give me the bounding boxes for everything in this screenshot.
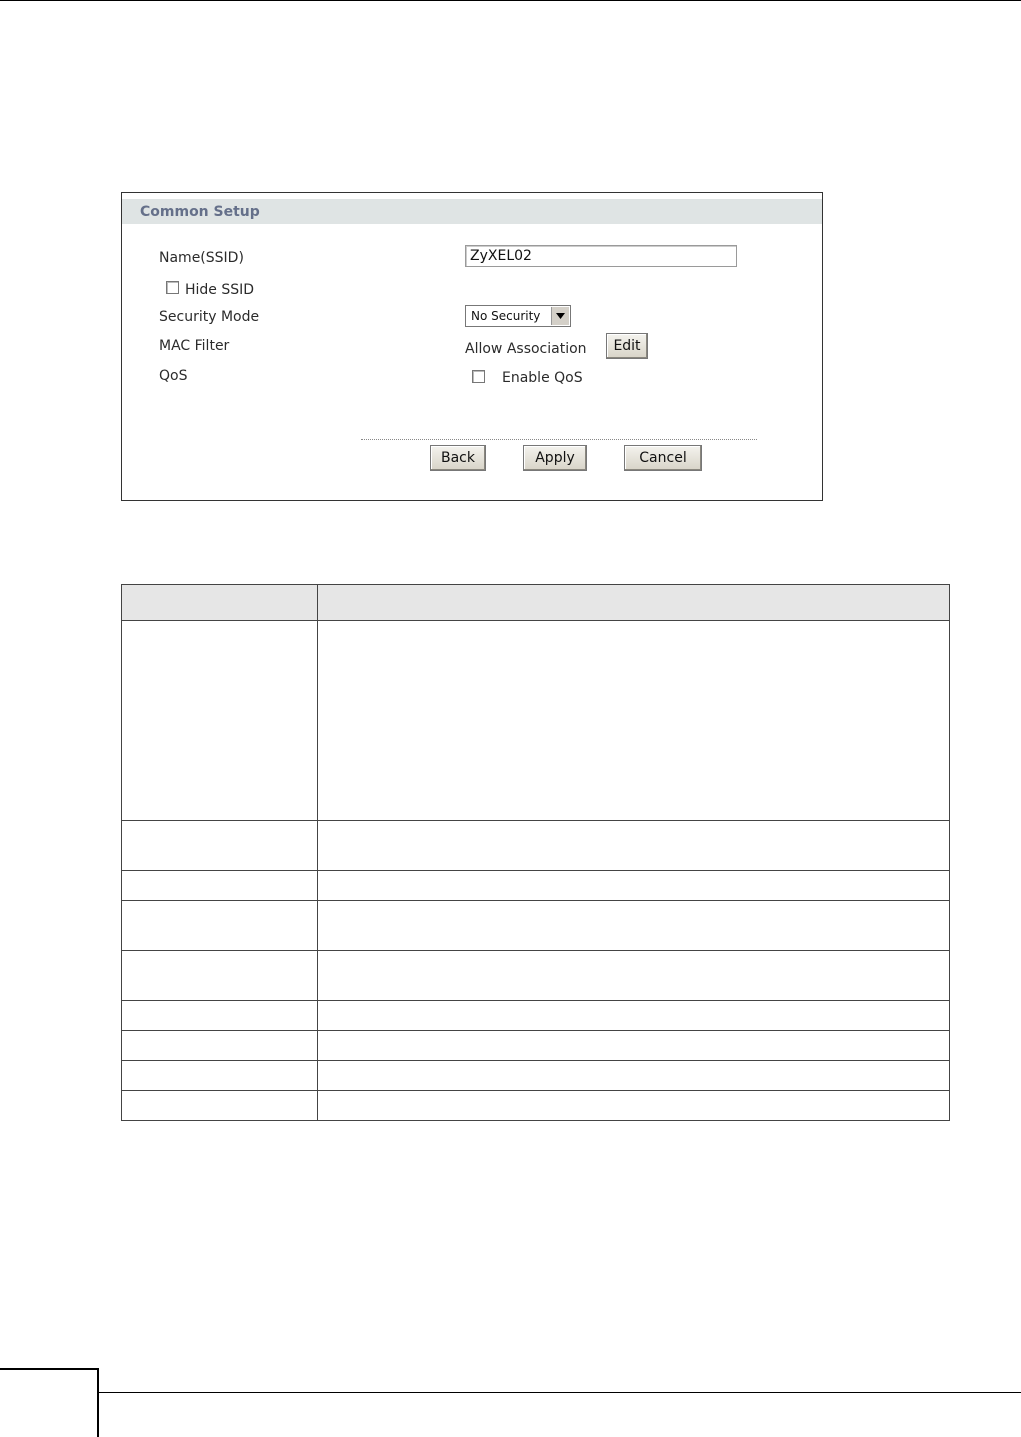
table-cell: [122, 621, 318, 821]
table-cell: [122, 821, 318, 871]
enable-qos-label: Enable QoS: [502, 370, 583, 386]
panel-header: [122, 199, 822, 224]
table-cell: [318, 1031, 950, 1061]
table-cell: [318, 901, 950, 951]
table-cell: [318, 1001, 950, 1031]
table-cell: [318, 1061, 950, 1091]
table-cell: [318, 871, 950, 901]
table-cell: [318, 821, 950, 871]
qos-label: QoS: [159, 368, 188, 384]
ssid-label: Name(SSID): [159, 250, 244, 266]
table-cell: [318, 1091, 950, 1121]
table-header-cell: [318, 585, 950, 621]
divider: [361, 439, 757, 440]
mac-filter-value: Allow Association: [465, 341, 587, 357]
table-cell: [318, 951, 950, 1001]
table-row: [122, 821, 950, 871]
security-mode-label: Security Mode: [159, 309, 260, 325]
table-cell: [122, 1061, 318, 1091]
field-description-table: [121, 584, 950, 1121]
table-cell: [122, 951, 318, 1001]
security-mode-value: No Security: [471, 309, 541, 323]
common-setup-panel: [121, 192, 823, 501]
table-row: [122, 1001, 950, 1031]
ssid-input[interactable]: [465, 245, 737, 267]
table-header-row: [122, 585, 950, 621]
enable-qos-checkbox[interactable]: [472, 370, 485, 383]
edit-button[interactable]: Edit: [606, 333, 648, 359]
cancel-button[interactable]: Cancel: [624, 445, 702, 471]
table-header-cell: [122, 585, 318, 621]
table-row: [122, 901, 950, 951]
table-row: [122, 621, 950, 821]
table-row: [122, 1031, 950, 1061]
footer-rule: [99, 1392, 1021, 1393]
table-cell: [122, 871, 318, 901]
top-rule: [0, 0, 1021, 1]
mac-filter-label: MAC Filter: [159, 338, 230, 354]
table-cell: [122, 901, 318, 951]
chevron-down-icon[interactable]: [551, 307, 569, 325]
back-button[interactable]: Back: [430, 445, 486, 471]
page-number-box: [0, 1368, 99, 1437]
table-cell: [122, 1001, 318, 1031]
apply-button[interactable]: Apply: [523, 445, 587, 471]
hide-ssid-label: Hide SSID: [185, 282, 255, 298]
table-row: [122, 871, 950, 901]
security-mode-select[interactable]: [465, 305, 571, 327]
table-row: [122, 951, 950, 1001]
hide-ssid-checkbox[interactable]: [166, 281, 179, 294]
panel-title: Common Setup: [140, 204, 260, 220]
table-row: [122, 1061, 950, 1091]
table-row: [122, 1091, 950, 1121]
table-cell: [122, 1031, 318, 1061]
table-cell: [318, 621, 950, 821]
table-cell: [122, 1091, 318, 1121]
